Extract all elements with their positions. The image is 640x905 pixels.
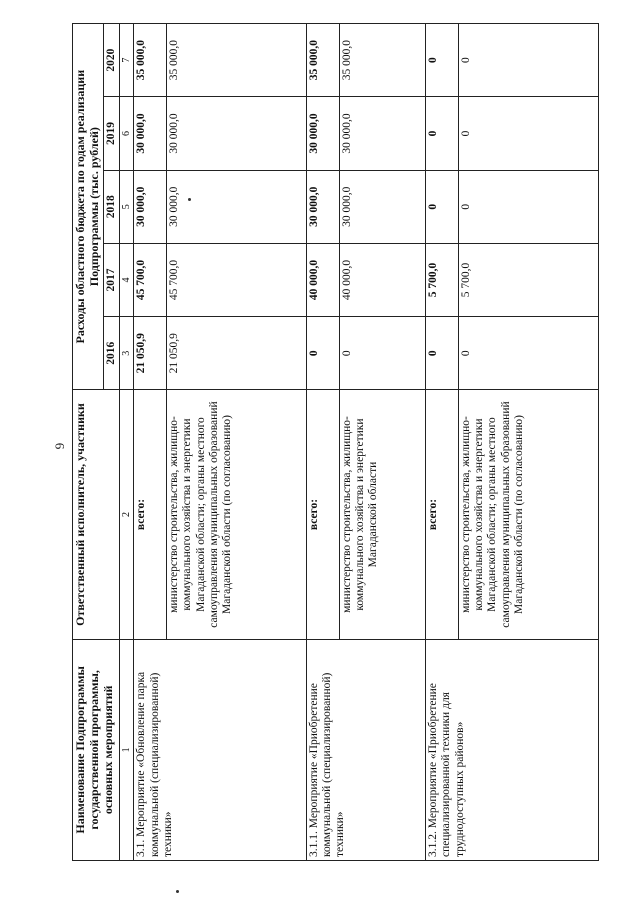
executor-value: 0 xyxy=(459,24,599,97)
page-number: 6 xyxy=(52,442,68,450)
column-index: 1 xyxy=(119,639,134,860)
header-year: 2018 xyxy=(103,170,119,243)
executor-value: 0 xyxy=(459,317,599,390)
column-index: 6 xyxy=(119,97,134,170)
total-value: 40 000,0 xyxy=(307,243,340,316)
header-year: 2017 xyxy=(103,243,119,316)
executor-value: 45 700,0 xyxy=(167,243,307,316)
total-value: 0 xyxy=(307,317,340,390)
total-value: 30 000,0 xyxy=(307,170,340,243)
total-value: 30 000,0 xyxy=(134,97,167,170)
column-index: 7 xyxy=(119,24,134,97)
total-label: всего: xyxy=(134,390,167,639)
executor-cell: министерство строительства, жилищно-коммунального хозяйства и энергетики Магаданской области xyxy=(339,390,425,639)
total-value: 0 xyxy=(426,24,459,97)
header-budget-group: Расходы областного бюджета по годам реализации Подпрограммы (тыс. рублей) xyxy=(73,24,104,390)
table-row-total xyxy=(134,24,167,861)
table-row-total xyxy=(307,24,340,861)
scan-speck xyxy=(176,890,179,893)
executor-value: 30 000,0 xyxy=(339,170,425,243)
total-value: 0 xyxy=(426,97,459,170)
header-program-name: Наименование Подпрограммы государственной программы, основных мероприятий xyxy=(73,639,120,860)
scan-speck xyxy=(188,198,191,201)
executor-value: 0 xyxy=(459,97,599,170)
total-label: всего: xyxy=(426,390,459,639)
total-value: 21 050,9 xyxy=(134,317,167,390)
executor-value: 35 000,0 xyxy=(167,24,307,97)
total-label: всего: xyxy=(307,390,340,639)
total-value: 0 xyxy=(426,317,459,390)
budget-table xyxy=(72,23,599,861)
executor-cell: министерство строительства, жилищно-коммунального хозяйства и энергетики Магаданской области; органы местного самоуправления муниципальных образований Магаданской области (по согласованию) xyxy=(167,390,307,639)
total-value: 0 xyxy=(426,170,459,243)
header-year: 2019 xyxy=(103,97,119,170)
program-name-cell: 3.1.1. Мероприятие «Приобретение коммунальной (специализированной) техники» xyxy=(307,639,426,860)
total-value: 5 700,0 xyxy=(426,243,459,316)
table-row-total xyxy=(426,24,459,861)
column-index: 4 xyxy=(119,243,134,316)
executor-value: 5 700,0 xyxy=(459,243,599,316)
column-index: 3 xyxy=(119,317,134,390)
program-name-cell: 3.1.2. Мероприятие «Приобретение специализированной техники для труднодоступных районов» xyxy=(426,639,599,860)
executor-value: 30 000,0 xyxy=(167,97,307,170)
executor-value: 30 000,0 xyxy=(339,97,425,170)
executor-value: 0 xyxy=(339,317,425,390)
total-value: 30 000,0 xyxy=(307,97,340,170)
budget-table-rotated xyxy=(72,23,599,861)
column-index: 5 xyxy=(119,170,134,243)
executor-value: 0 xyxy=(459,170,599,243)
executor-value: 21 050,9 xyxy=(167,317,307,390)
executor-cell: министерство строительства, жилищно-коммунального хозяйства и энергетики Магаданской области; органы местного самоуправления муниципальных образований Магаданской области (по согласованию) xyxy=(459,390,599,639)
program-name-cell: 3.1. Мероприятие «Обновление парка коммунальной (специализированной) техники» xyxy=(134,639,307,860)
total-value: 45 700,0 xyxy=(134,243,167,316)
total-value: 30 000,0 xyxy=(134,170,167,243)
executor-value: 40 000,0 xyxy=(339,243,425,316)
header-executor: Ответственный исполнитель, участники xyxy=(73,390,120,639)
total-value: 35 000,0 xyxy=(307,24,340,97)
header-year: 2016 xyxy=(103,317,119,390)
column-index: 2 xyxy=(119,390,134,639)
total-value: 35 000,0 xyxy=(134,24,167,97)
executor-value: 30 000,0 xyxy=(167,170,307,243)
executor-value: 35 000,0 xyxy=(339,24,425,97)
header-year: 2020 xyxy=(103,24,119,97)
